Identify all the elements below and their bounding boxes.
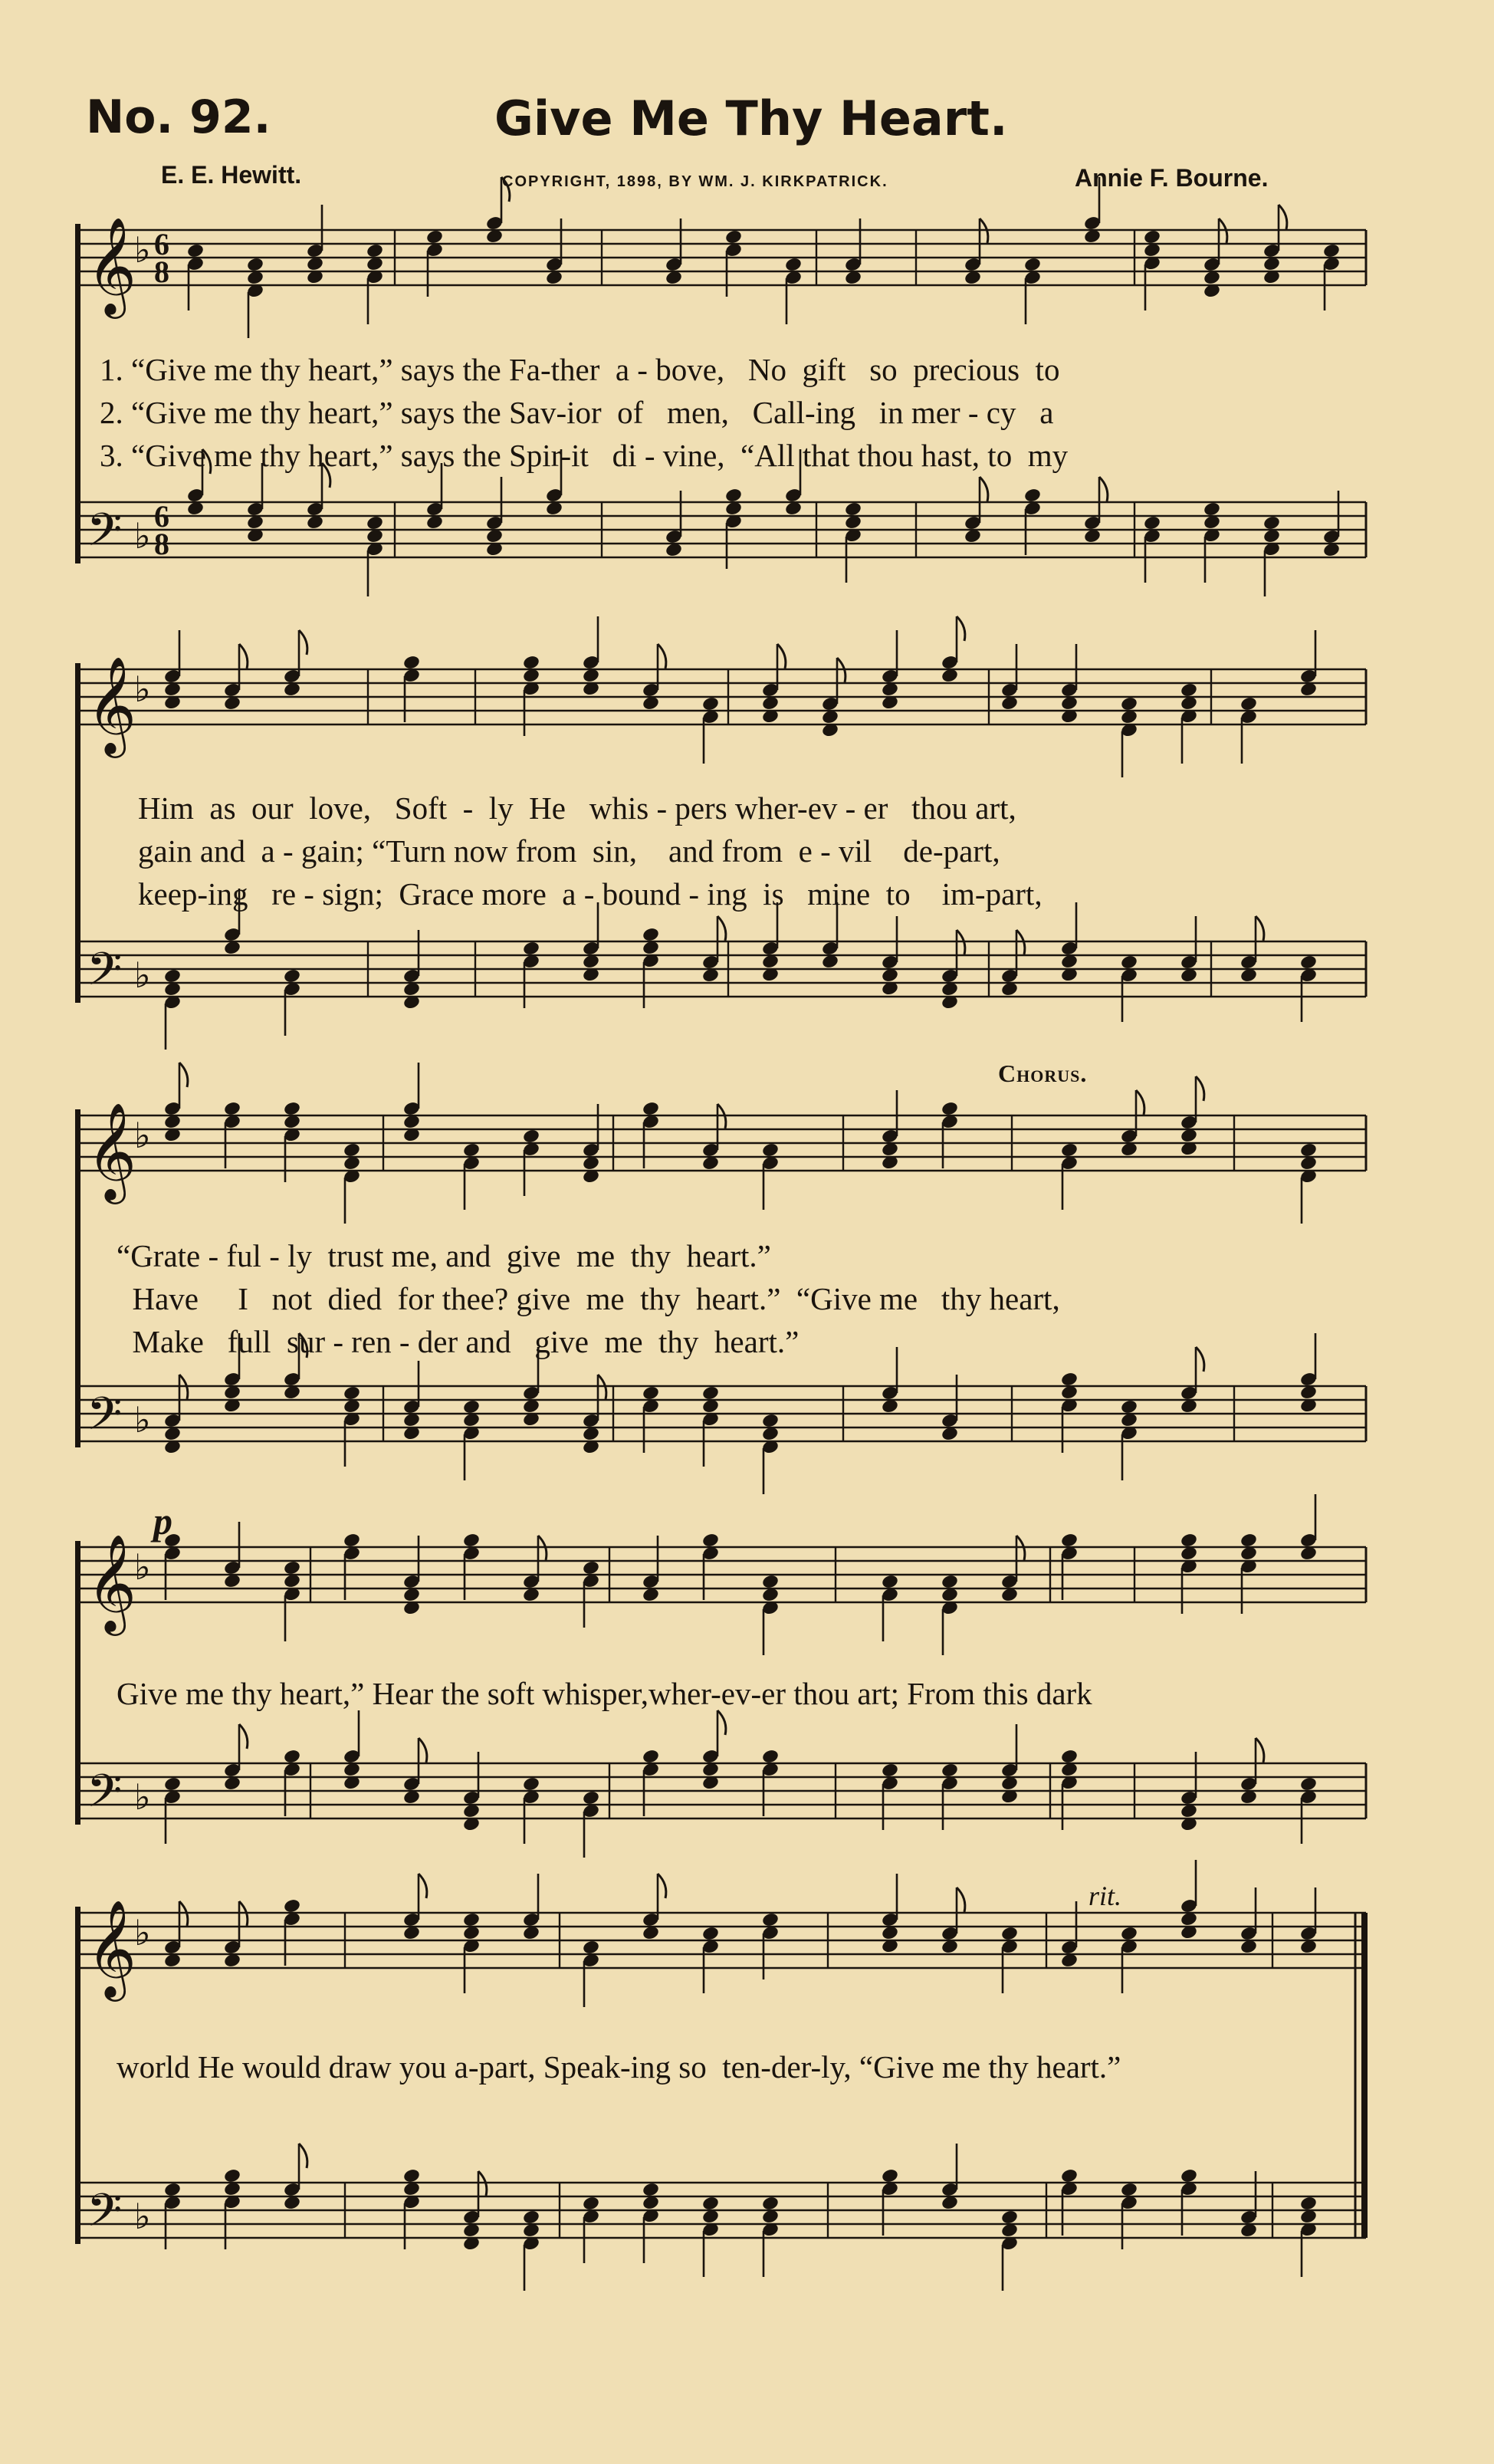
note-head — [223, 2168, 241, 2184]
note-head — [701, 2196, 720, 2212]
note-head — [761, 1574, 780, 1590]
note-head — [402, 655, 421, 671]
copyright-notice: COPYRIGHT, 1898, BY WM. J. KIRKPATRICK. — [502, 173, 888, 190]
note-head — [1120, 2182, 1138, 2198]
note-head — [246, 257, 264, 273]
note-head — [522, 1776, 540, 1792]
note-head — [1000, 1926, 1019, 1942]
lyric-line-verse-3-a: 3. “Give me thy heart,” says the Spir-it di - vine, “All that thou hast, to my — [100, 438, 1069, 473]
treble-clef: 𝄞 — [87, 1533, 137, 1631]
note-head — [402, 2168, 421, 2184]
note-head — [186, 243, 205, 259]
note-head — [522, 655, 540, 671]
lyric-line-verse-2-c: Have I not died for thee? give me thy heart.” “Give me thy heart, — [117, 1281, 1060, 1316]
note-head — [343, 1142, 361, 1158]
note-head — [761, 1413, 780, 1429]
lyric-line-verse-1-a: 1. “Give me thy heart,” says the Fa-ther a - bove, No gift so precious to — [100, 352, 1060, 387]
note-head — [1180, 2168, 1198, 2184]
note-flag — [717, 916, 726, 941]
lyric-line-chorus-b: world He would draw you a-part, Speak-ing so ten-der-ly, “Give me thy heart.” — [117, 2049, 1121, 2085]
note-head — [1143, 229, 1161, 245]
bass-clef: 𝄢 — [87, 503, 123, 567]
note-flag — [717, 1710, 726, 1735]
note-head — [462, 1142, 481, 1158]
note-flag — [419, 1738, 427, 1763]
note-head — [701, 1533, 720, 1549]
system-bracket — [75, 663, 80, 1003]
flat-key-signature: ♭ — [134, 1776, 151, 1818]
note-head — [1143, 515, 1161, 531]
flat-key-signature: ♭ — [134, 1399, 151, 1441]
note-flag — [658, 1874, 666, 1898]
note-head — [425, 229, 444, 245]
bass-clef: 𝄢 — [87, 1764, 123, 1828]
flat-key-signature: ♭ — [134, 2196, 151, 2237]
note-head — [1120, 696, 1138, 712]
flat-key-signature: ♭ — [134, 515, 151, 557]
note-head — [366, 243, 384, 259]
system-bracket — [75, 1541, 80, 1825]
note-head — [283, 1898, 301, 1914]
note-head — [283, 1101, 301, 1117]
lyric-line-chorus-a: Give me thy heart,” Hear the soft whisper,wher-ev-er thou art; From this dark — [117, 1676, 1092, 1711]
note-head — [462, 1533, 481, 1549]
note-head — [343, 1533, 361, 1549]
note-head — [1240, 696, 1258, 712]
note-head — [761, 2196, 780, 2212]
bass-clef: 𝄢 — [87, 942, 123, 1007]
lyric-line-verse-1-b: Him as our love, Soft - ly He whis - pers wher-ev - er thou art, — [138, 790, 1016, 826]
note-head — [522, 941, 540, 957]
hymn-number: No. 92. — [86, 90, 271, 144]
note-head — [701, 696, 720, 712]
dynamic-marking: p — [153, 1500, 172, 1542]
note-flag — [1256, 916, 1264, 941]
note-head — [283, 1560, 301, 1576]
note-head — [724, 229, 743, 245]
note-head — [1299, 1142, 1318, 1158]
note-head — [1299, 2196, 1318, 2212]
note-flag — [239, 644, 248, 669]
note-head — [1023, 488, 1042, 504]
note-flag — [239, 1724, 248, 1749]
note-head — [1322, 243, 1341, 259]
note-head — [1060, 2168, 1079, 2184]
note-head — [283, 968, 301, 984]
note-flag — [1136, 1090, 1144, 1115]
time-signature: 6 — [154, 499, 169, 534]
bass-clef: 𝄢 — [87, 1387, 123, 1451]
note-head — [582, 2196, 600, 2212]
note-flag — [980, 477, 988, 501]
system-bracket — [75, 1109, 80, 1447]
note-head — [881, 1763, 899, 1779]
note-head — [642, 1101, 660, 1117]
note-flag — [419, 1874, 427, 1898]
note-head — [881, 1574, 899, 1590]
flat-key-signature: ♭ — [134, 1546, 151, 1588]
note-head — [163, 968, 182, 984]
note-flag — [777, 644, 786, 669]
note-head — [1120, 954, 1138, 971]
note-head — [642, 927, 660, 943]
note-head — [223, 1101, 241, 1117]
note-flag — [1256, 1738, 1264, 1763]
note-head — [1299, 954, 1318, 971]
lyric-line-verse-3-c: Make full sur - ren - der and give me thy heart.” — [117, 1324, 800, 1359]
note-head — [1263, 515, 1281, 531]
note-head — [1060, 1533, 1079, 1549]
flat-key-signature: ♭ — [134, 1912, 151, 1953]
flat-key-signature: ♭ — [134, 229, 151, 271]
note-flag — [299, 630, 307, 655]
note-head — [582, 1560, 600, 1576]
note-head — [522, 2209, 540, 2226]
note-head — [462, 1399, 481, 1415]
note-head — [1180, 1533, 1198, 1549]
composer-credit: Annie F. Bourne. — [1075, 164, 1269, 192]
note-head — [761, 1912, 780, 1928]
note-head — [941, 1101, 959, 1117]
lyricist-credit: E. E. Hewitt. — [161, 161, 302, 189]
lyric-line-verse-3-b: keep-ing re - sign; Grace more a - bound - ing is mine to im-part, — [138, 876, 1043, 912]
note-head — [582, 1940, 600, 1956]
note-head — [1060, 1372, 1079, 1388]
treble-clef: 𝄞 — [87, 216, 137, 314]
system-bracket — [75, 224, 80, 563]
note-flag — [1099, 477, 1108, 501]
note-head — [844, 501, 862, 517]
note-head — [642, 1749, 660, 1765]
note-head — [761, 1749, 780, 1765]
note-head — [1060, 1749, 1079, 1765]
ritardando-marking: rit. — [1088, 1881, 1122, 1911]
note-head — [941, 1763, 959, 1779]
note-head — [1180, 682, 1198, 698]
flat-key-signature: ♭ — [134, 669, 151, 710]
note-head — [1240, 1533, 1258, 1549]
flat-key-signature: ♭ — [134, 954, 151, 996]
time-signature: 8 — [154, 255, 169, 289]
lyric-line-verse-2-b: gain and a - gain; “Turn now from sin, and from e - vil de-part, — [138, 833, 1000, 869]
note-flag — [957, 616, 965, 641]
note-head — [941, 1574, 959, 1590]
note-head — [1060, 1142, 1079, 1158]
note-head — [642, 2182, 660, 2198]
hymn-title: Give Me Thy Heart. — [494, 90, 1008, 146]
note-head — [1000, 2209, 1019, 2226]
flat-key-signature: ♭ — [134, 1115, 151, 1156]
treble-clef: 𝄞 — [87, 1899, 137, 1997]
note-flag — [1196, 1076, 1204, 1101]
note-head — [701, 1385, 720, 1401]
treble-clef: 𝄞 — [87, 1102, 137, 1200]
note-head — [1023, 257, 1042, 273]
chorus-marking: Chorus. — [998, 1060, 1088, 1087]
lyric-line-verse-1-c: “Grate - ful - ly trust me, and give me thy heart.” — [117, 1238, 771, 1273]
note-head — [366, 515, 384, 531]
lyric-line-verse-2-a: 2. “Give me thy heart,” says the Sav-ior of men, Call-ing in mer - cy a — [100, 395, 1054, 430]
note-head — [163, 1776, 182, 1792]
note-head — [1203, 501, 1221, 517]
bass-clef: 𝄢 — [87, 2183, 123, 2248]
note-head — [724, 488, 743, 504]
note-head — [881, 2168, 899, 2184]
note-head — [343, 1385, 361, 1401]
time-signature: 6 — [154, 227, 169, 261]
note-head — [522, 1129, 540, 1145]
note-flag — [179, 1063, 188, 1087]
note-head — [462, 1912, 481, 1928]
note-head — [701, 1926, 720, 1942]
note-flag — [299, 2144, 307, 2168]
note-flag — [501, 177, 510, 202]
note-head — [784, 257, 803, 273]
note-head — [283, 1749, 301, 1765]
note-flag — [658, 644, 666, 669]
note-head — [163, 2182, 182, 2198]
note-head — [761, 1142, 780, 1158]
note-head — [582, 1790, 600, 1806]
note-flag — [1279, 205, 1287, 229]
system-bracket — [75, 1907, 80, 2244]
time-signature: 8 — [154, 527, 169, 561]
note-head — [1299, 1776, 1318, 1792]
note-head — [1120, 1926, 1138, 1942]
note-flag — [957, 1887, 965, 1912]
note-head — [642, 1385, 660, 1401]
note-head — [1120, 1399, 1138, 1415]
treble-clef: 𝄞 — [87, 655, 137, 754]
